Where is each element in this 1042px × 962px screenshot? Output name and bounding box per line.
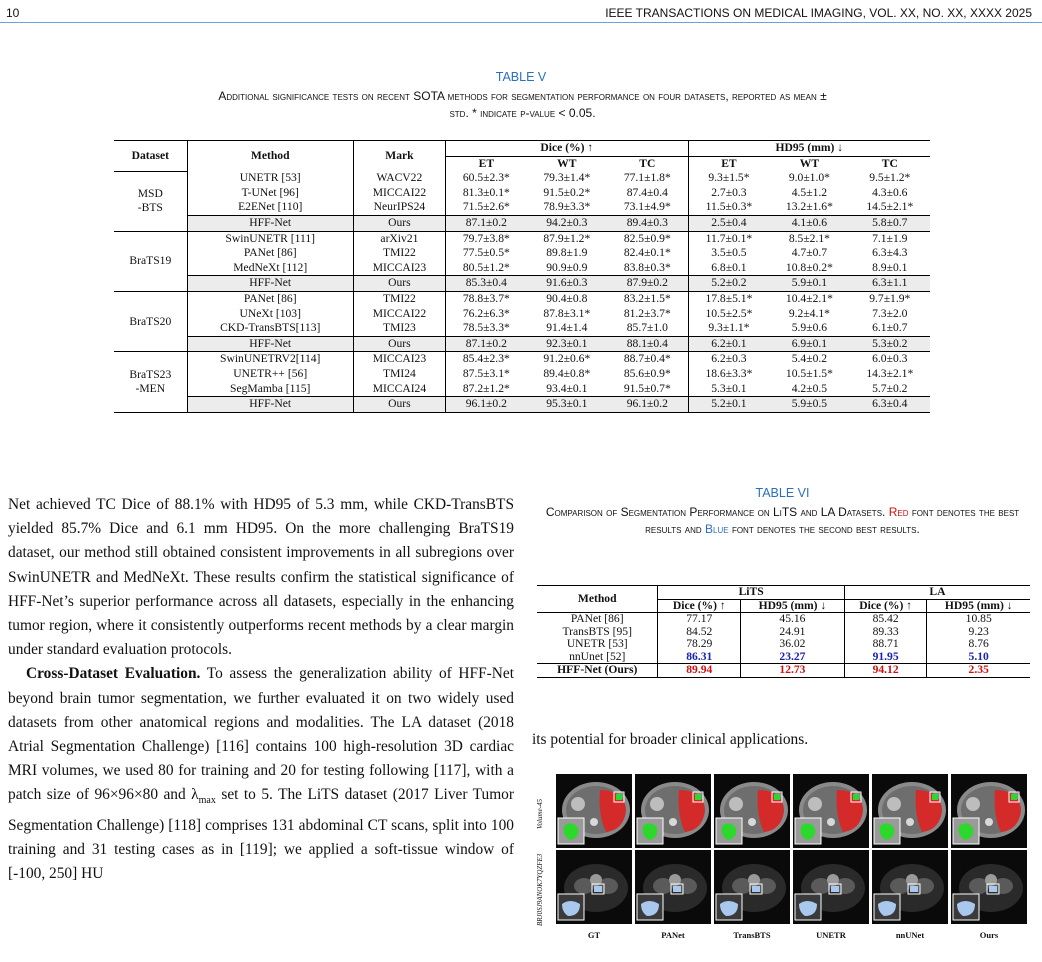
table6-caption-part-c: font denotes the second best results. <box>728 522 920 536</box>
t6-value-cell: 45.16 <box>741 613 845 626</box>
value-cell: 6.9±0.1 <box>769 336 849 352</box>
value-cell: 96.1±0.2 <box>446 397 527 413</box>
dataset-cell <box>114 291 187 351</box>
method-cell: UNETR [53] <box>187 171 353 186</box>
mark-cell: NeurIPS24 <box>353 200 445 215</box>
mark-cell: MICCAI23 <box>353 261 445 276</box>
header-dataset: Dataset <box>114 141 187 172</box>
value-cell: 77.5±0.5* <box>462 246 510 260</box>
table5-row <box>114 352 930 367</box>
figure-column-label: nnUNet <box>895 930 925 940</box>
value-cell: 9.5±1.2* <box>869 171 911 185</box>
value-cell: 9.3±1.5* <box>708 171 750 185</box>
t6-value-cell: 77.17 <box>658 613 741 626</box>
liver-ct-tile <box>556 774 632 848</box>
table6-caption <box>530 504 1035 538</box>
table5-row <box>114 171 930 186</box>
t6-header-method: Method <box>537 586 658 613</box>
table5-row <box>114 321 930 336</box>
value-cell: 5.2±0.2 <box>688 276 769 292</box>
mark-cell: MICCAI23 <box>353 352 445 367</box>
cardiac-mri-tile <box>793 850 869 924</box>
t6-header-lits: LiTS <box>658 586 844 600</box>
t6-method-cell: HFF-Net (Ours) <box>537 664 658 678</box>
t6-value-cell: 24.91 <box>741 626 845 639</box>
t6-value-cell: 8.76 <box>968 637 989 650</box>
value-cell: 10.8±0.2* <box>785 260 833 274</box>
liver-ct-image <box>793 774 869 848</box>
value-cell: 81.2±3.7* <box>607 307 688 322</box>
value-cell: 8.5±2.1* <box>769 231 849 246</box>
method-cell: HFF-Net <box>187 276 353 292</box>
value-cell: 17.8±5.1* <box>688 291 769 306</box>
value-cell: 83.2±1.5* <box>607 291 688 306</box>
value-cell: 4.3±0.6 <box>872 185 908 199</box>
t6-value-cell: 91.95 <box>844 651 927 664</box>
value-cell: 5.3±0.1 <box>711 381 747 395</box>
cardiac-mri-tile <box>951 850 1027 924</box>
journal-header: IEEE TRANSACTIONS ON MEDICAL IMAGING, VOL. XX, NO. XX, XXXX 2025 <box>605 6 1032 20</box>
liver-ct-tile <box>714 774 790 848</box>
value-cell: 90.9±0.9 <box>546 260 588 274</box>
value-cell: 91.4±1.4 <box>546 321 588 335</box>
value-cell: 83.8±0.3* <box>607 261 688 276</box>
table6-caption-red-word: Red <box>888 505 909 519</box>
value-cell: 92.3±0.1 <box>527 336 607 352</box>
t6-method-cell: UNETR [53] <box>537 638 658 651</box>
mark-cell: TMI24 <box>353 367 445 382</box>
value-cell: 7.1±1.9 <box>850 231 930 246</box>
method-cell: PANet [86] <box>187 246 353 261</box>
header-method: Method <box>187 141 353 172</box>
table6-row <box>537 664 1030 678</box>
value-cell: 6.0±0.3 <box>850 352 930 367</box>
table5-row <box>114 397 930 413</box>
value-cell: 87.2±1.2* <box>462 381 510 395</box>
cardiac-mri-image <box>872 850 948 924</box>
value-cell: 6.3±4.3 <box>872 246 908 260</box>
method-cell: SegMamba [115] <box>187 382 353 397</box>
dataset-name: BraTS23 <box>129 368 172 381</box>
table5-row <box>114 186 930 201</box>
t6-value-cell: 78.29 <box>658 638 741 651</box>
value-cell: 11.7±0.1* <box>688 231 769 246</box>
segmentation-figure <box>536 770 1032 942</box>
value-cell: 6.3±1.1 <box>850 276 930 292</box>
table6-caption-blue-word: Blue <box>705 522 729 536</box>
header-dice-et: ET <box>478 156 495 170</box>
cardiac-mri-image <box>556 850 632 924</box>
mark-cell: Ours <box>353 397 445 413</box>
value-cell: 85.3±0.4 <box>446 276 527 292</box>
header-hd95-tc: TC <box>881 156 898 170</box>
value-cell: 94.2±0.3 <box>527 215 607 231</box>
value-cell: 85.7±1.0 <box>607 321 688 336</box>
value-cell: 5.9±0.1 <box>769 276 849 292</box>
value-cell: 87.1±0.2 <box>446 215 527 231</box>
value-cell: 10.5±1.5* <box>785 366 833 380</box>
mark-cell: MICCAI24 <box>353 382 445 397</box>
liver-ct-image <box>714 774 790 848</box>
liver-ct-tile <box>872 774 948 848</box>
table5-row <box>114 246 930 261</box>
method-cell: HFF-Net <box>187 397 353 413</box>
value-cell: 87.5±3.1* <box>462 366 510 380</box>
table6-row <box>537 638 1030 651</box>
mark-cell: WACV22 <box>353 171 445 186</box>
table5-body <box>114 171 930 412</box>
header-dice-wt: WT <box>557 156 577 170</box>
value-cell: 14.5±2.1* <box>866 200 914 214</box>
t6-value-cell: 94.12 <box>844 664 927 678</box>
header-hd95-et: ET <box>721 156 737 170</box>
body-text <box>8 493 514 886</box>
table5-row <box>114 307 930 322</box>
header-hd95-wt: WT <box>799 156 820 170</box>
cardiac-mri-tile <box>714 850 790 924</box>
value-cell: 9.3±1.1* <box>708 321 750 335</box>
value-cell: 4.2±0.5 <box>791 381 828 395</box>
t6-header-la-dice: Dice (%) ↑ <box>844 599 927 613</box>
value-cell: 79.7±3.8* <box>446 231 527 246</box>
value-cell: 4.1±0.6 <box>769 215 849 231</box>
value-cell: 6.2±0.3 <box>688 352 769 367</box>
after-text: its potential for broader clinical applications. <box>532 731 809 748</box>
value-cell: 88.7±0.4* <box>607 352 688 367</box>
figure-column-label: Ours <box>979 930 999 940</box>
value-cell: 18.6±3.3* <box>705 366 753 380</box>
liver-ct-tile <box>951 774 1027 848</box>
value-cell: 9.0±1.0* <box>788 171 830 185</box>
value-cell: 6.8±0.1 <box>711 260 747 274</box>
paragraph-2 <box>8 662 514 886</box>
liver-ct-tile <box>793 774 869 848</box>
value-cell: 4.5±1.2 <box>791 185 828 199</box>
t6-value-cell: 12.73 <box>741 664 845 678</box>
dataset-cell <box>114 231 187 291</box>
t6-value-cell: 86.31 <box>658 651 741 664</box>
table5-row <box>114 276 930 292</box>
value-cell: 76.2±6.3* <box>462 306 510 320</box>
value-cell: 78.5±3.3* <box>462 321 510 335</box>
mark-cell: TMI22 <box>353 246 445 261</box>
header-mark: Mark <box>353 141 445 172</box>
t6-value-cell: 85.42 <box>844 613 927 626</box>
value-cell: 11.5±0.3* <box>705 200 753 214</box>
t6-value-cell: 2.35 <box>927 664 1030 678</box>
value-cell: 89.4±0.8* <box>543 366 591 380</box>
t6-value-cell: 84.52 <box>658 626 741 639</box>
value-cell: 14.3±2.1* <box>866 366 914 380</box>
value-cell: 73.1±4.9* <box>607 200 688 215</box>
mark-cell: MICCAI22 <box>353 307 445 322</box>
dataset-name: BraTS19 <box>129 254 172 268</box>
cardiac-mri-image <box>793 850 869 924</box>
value-cell: 87.8±3.1* <box>543 306 591 320</box>
method-cell: SwinUNETR [111] <box>187 231 353 246</box>
header-dice: Dice (%) ↑ <box>446 141 689 157</box>
value-cell: 81.3±0.1* <box>462 185 510 199</box>
value-cell: 88.1±0.4 <box>607 336 688 352</box>
value-cell: 79.3±1.4* <box>543 171 591 185</box>
table5-label: TABLE V <box>495 70 547 84</box>
value-cell: 90.4±0.8 <box>527 291 607 306</box>
value-cell: 6.3±0.4 <box>850 397 930 413</box>
method-cell: T-UNet [96] <box>187 186 353 201</box>
table6-row <box>537 613 1030 626</box>
value-cell: 87.9±1.2* <box>527 231 607 246</box>
table5-caption-line2: std. * indicate p-value < 0.05. <box>449 106 596 120</box>
value-cell: 5.9±0.6 <box>791 321 828 335</box>
paragraph-2-part-a: To assess the generalization ability of HFF-Net beyond brain tumor segmentation, we further evaluated it on two widely used datasets from other anatomical regions and modalities. The LA dataset (2018 Atrial Segmentation Challenge) [116] contains 100 high-resolution 3D cardiac MRI volumes, we used 80 for training and 20 for testing following [117], with a patch size of 96×96×80 and λ <box>8 665 514 804</box>
value-cell: 2.5±0.4 <box>688 215 769 231</box>
dataset-name: BraTS20 <box>129 314 172 328</box>
value-cell: 82.5±0.9* <box>607 231 688 246</box>
figure-row-label: Volume-45 <box>536 799 544 829</box>
method-cell: E2ENet [110] <box>187 200 353 215</box>
value-cell: 8.9±0.1 <box>872 260 908 274</box>
cardiac-mri-image <box>635 850 711 924</box>
liver-ct-image <box>872 774 948 848</box>
figure-column-label: TransBTS <box>733 930 771 940</box>
lambda-subscript: max <box>198 795 216 807</box>
method-cell: CKD-TransBTS[113] <box>187 321 353 336</box>
paragraph-2-part-b: set to 5. The LiTS dataset (2017 Liver Tumor Segmentation Challenge) [118] comprises 131 abdominal CT scans, split into 100 training and 31 testing cases as in [119]; we applied a soft-tissue window of [-100, 250] HU <box>8 786 515 883</box>
cross-dataset-heading: Cross-Dataset Evaluation. <box>26 665 201 683</box>
header-rule <box>0 22 1042 23</box>
liver-ct-image <box>556 774 632 848</box>
t6-value-cell: 36.02 <box>741 638 845 651</box>
value-cell: 4.7±0.7 <box>791 246 828 260</box>
mark-cell: arXiv21 <box>353 231 445 246</box>
paragraph-1: Net achieved TC Dice of 88.1% with HD95 of 5.3 mm, while CKD-TransBTS yielded 85.7% Dice and 6.1 mm HD95. On the more challenging BraTS19 dataset, our method still obtained consistent improvements in all subregions over SwinUNETR and MedNeXt. These results confirm the statistical significance of HFF-Net’s superior performance across all datasets, especially in the enhancing tumor region, where it consistently outperforms recent methods by a clear margin under standard evaluation protocols. <box>8 496 514 659</box>
cardiac-mri-tile <box>872 850 948 924</box>
value-cell: 91.5±0.2* <box>543 185 591 199</box>
mark-cell: MICCAI22 <box>353 186 445 201</box>
value-cell: 71.5±2.6* <box>462 200 510 214</box>
value-cell: 3.5±0.5 <box>711 246 747 260</box>
value-cell: 6.1±0.7 <box>872 321 908 335</box>
dataset-name: MSD <box>137 187 163 201</box>
value-cell: 78.9±3.3* <box>543 200 591 214</box>
value-cell: 91.2±0.6* <box>527 352 607 367</box>
mark-cell: TMI22 <box>353 291 445 306</box>
value-cell: 5.3±0.2 <box>850 336 930 352</box>
header-hd95: HD95 (mm) ↓ <box>688 141 930 157</box>
dataset-cell <box>114 171 187 231</box>
table5-row <box>114 382 930 397</box>
mark-cell: Ours <box>353 215 445 231</box>
method-cell: UNETR++ [56] <box>187 367 353 382</box>
t6-value-cell: 88.71 <box>844 638 927 651</box>
value-cell: 10.4±2.1* <box>769 291 849 306</box>
method-cell: HFF-Net <box>187 215 353 231</box>
mark-cell: TMI23 <box>353 321 445 336</box>
liver-ct-image <box>635 774 711 848</box>
mark-cell: Ours <box>353 276 445 292</box>
table5 <box>114 140 930 413</box>
value-cell: 13.2±1.6* <box>785 200 833 214</box>
t6-method-cell: PANet [86] <box>537 613 658 626</box>
table6-row <box>537 651 1030 664</box>
table6-caption-part-a: Comparison of Segmentation Performance on LiTS and LA Datasets. <box>545 505 889 519</box>
value-cell: 5.9±0.5 <box>769 397 849 413</box>
value-cell: 87.4±0.4 <box>607 186 688 201</box>
value-cell: 82.4±0.1* <box>607 246 688 261</box>
value-cell: 95.3±0.1 <box>527 397 607 413</box>
value-cell: 89.8±1.9 <box>546 246 588 260</box>
table5-row <box>114 261 930 276</box>
t6-header-la-hd95: HD95 (mm) ↓ <box>927 599 1030 613</box>
table6-caption-part-b: font denotes the best results and <box>645 505 1020 536</box>
value-cell: 5.4±0.2 <box>769 352 849 367</box>
cardiac-mri-image <box>714 850 790 924</box>
value-cell: 7.3±2.0 <box>872 306 908 320</box>
table5-row <box>114 215 930 231</box>
t6-method-cell: nnUnet [52] <box>537 651 658 664</box>
mark-cell: Ours <box>353 336 445 352</box>
figure-row-label: BRJ0SJ9ANOK7YQZFE3 <box>536 853 544 926</box>
value-cell: 85.6±0.9* <box>607 367 688 382</box>
cardiac-mri-tile <box>635 850 711 924</box>
liver-ct-image <box>951 774 1027 848</box>
method-cell: MedNeXt [112] <box>187 261 353 276</box>
t6-header-la: LA <box>844 586 1030 600</box>
value-cell: 93.4±0.1 <box>546 381 588 395</box>
value-cell: 9.2±4.1* <box>788 306 830 320</box>
table5-caption-line1: Additional significance tests on recent SOTA methods for segmentation performance on four datasets, reported as mean ± <box>218 89 827 103</box>
t6-method-cell: TransBTS [95] <box>537 626 658 639</box>
value-cell: 9.7±1.9* <box>850 291 930 306</box>
value-cell: 77.1±1.8* <box>607 171 688 186</box>
value-cell: 87.9±0.2 <box>607 276 688 292</box>
t6-value-cell: 23.27 <box>741 651 845 664</box>
page-number: 10 <box>6 6 20 20</box>
cardiac-mri-tile <box>556 850 632 924</box>
table6-body <box>537 613 1030 678</box>
t6-header-lits-dice: Dice (%) ↑ <box>658 599 741 613</box>
liver-ct-tile <box>635 774 711 848</box>
t6-value-cell: 9.23 <box>968 624 989 638</box>
t6-value-cell: 89.94 <box>658 664 741 678</box>
value-cell: 6.2±0.1 <box>688 336 769 352</box>
method-cell: HFF-Net <box>187 336 353 352</box>
table5-caption <box>10 88 1035 122</box>
table5-row <box>114 367 930 382</box>
figure-column-label: GT <box>587 930 601 940</box>
table5-row <box>114 291 930 306</box>
header-dice-tc: TC <box>607 156 688 171</box>
value-cell: 78.8±3.7* <box>446 291 527 306</box>
t6-value-cell: 10.85 <box>965 612 992 625</box>
figure-column-label: UNETR <box>816 930 846 940</box>
value-cell: 91.6±0.3 <box>527 276 607 292</box>
dataset-cell <box>114 352 187 412</box>
value-cell: 60.5±2.3* <box>462 171 510 185</box>
table5-row <box>114 200 930 215</box>
table5-row <box>114 336 930 352</box>
value-cell: 89.4±0.3 <box>607 215 688 231</box>
value-cell: 10.5±2.5* <box>705 306 753 320</box>
value-cell: 96.1±0.2 <box>607 397 688 413</box>
value-cell: 85.4±2.3* <box>446 352 527 367</box>
value-cell: 87.1±0.2 <box>446 336 527 352</box>
cardiac-mri-image <box>951 850 1027 924</box>
dataset-name-suffix: -BTS <box>137 201 163 215</box>
t6-header-lits-hd95: HD95 (mm) ↓ <box>741 599 845 613</box>
table6-label: TABLE VI <box>755 486 810 500</box>
t6-value-cell: 5.10 <box>968 649 989 663</box>
dataset-name-suffix: -MEN <box>135 382 166 395</box>
value-cell: 80.5±1.2* <box>462 260 510 274</box>
method-cell: SwinUNETRV2[114] <box>187 352 353 367</box>
value-cell: 5.2±0.1 <box>688 397 769 413</box>
method-cell: UNeXt [103] <box>187 307 353 322</box>
value-cell: 5.7±0.2 <box>872 381 908 395</box>
figure-column-label: PANet <box>661 930 685 940</box>
method-cell: PANet [86] <box>187 291 353 306</box>
value-cell: 91.5±0.7* <box>607 382 688 397</box>
table5-row <box>114 231 930 246</box>
value-cell: 5.8±0.7 <box>850 215 930 231</box>
t6-value-cell: 89.33 <box>844 626 927 639</box>
table6 <box>537 585 1030 678</box>
value-cell: 2.7±0.3 <box>711 185 747 199</box>
